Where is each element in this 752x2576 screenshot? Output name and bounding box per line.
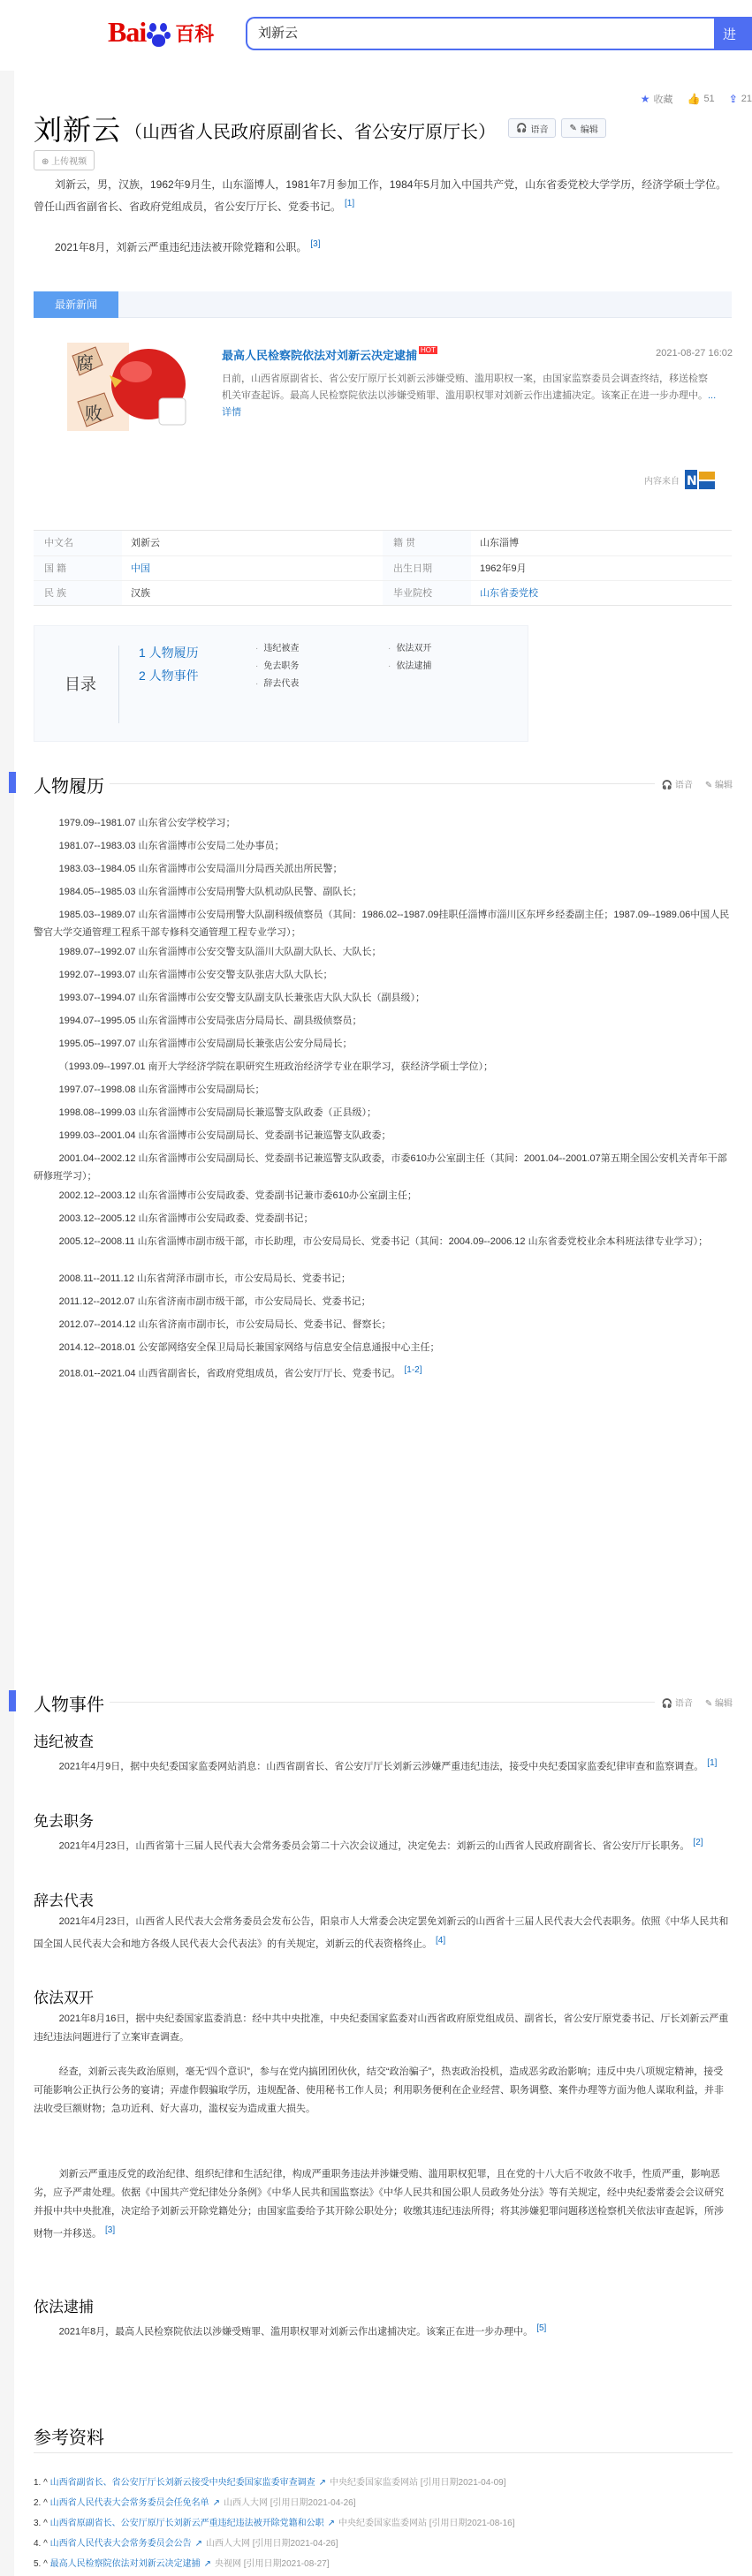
career-item-text: 2001.04--2002.12 山东省淄博市公安局副局长、党委副书记兼巡警支队政委，市委610办公室副主任（其间：2001.04--2001.07第五期全国公安机关青年干部研修班学习）； <box>34 1153 727 1182</box>
subsection-removed-title: 免去职务 <box>34 1813 94 1830</box>
career-item-text: 1998.08--1999.03 山东省淄博市公安局副局长兼巡警支队政委（正县级）； <box>58 1107 376 1118</box>
info-key: 出生日期 <box>383 556 471 580</box>
career-item <box>34 989 732 1007</box>
career-item <box>34 1339 732 1356</box>
toc-divider <box>118 646 119 723</box>
toc-sub-arrested[interactable]: · 依法逮捕 <box>388 658 431 671</box>
ref-link[interactable]: [5] <box>536 2323 547 2333</box>
summary-text-1: 刘新云，男，汉族，1962年9月生，山东淄博人，1981年7月参加工作，1984年5月加入中国共产党，山东省委党校大学学历，经济学硕士学位。曾任山西省副省长、省政府党组成员，省公安厅厅长、党委书记。 <box>34 178 727 213</box>
career-item-text: 2003.12--2005.12 山东省淄博市公安局政委、党委副书记； <box>58 1213 314 1224</box>
reference-item <box>34 2554 732 2574</box>
star-icon: ★ <box>640 93 650 105</box>
career-item <box>34 1104 732 1122</box>
news-summary-text: 日前，山西省原副省长、省公安厅原厅长刘新云涉嫌受贿、滥用职权一案，由国家监察委员会调查终结，移送检察机关审查起诉。最高人民检察院依法以涉嫌受贿罪、滥用职权罪对刘新云作出逮捕决定。该案正在进一步办理中。 <box>222 374 708 401</box>
career-item-text: 1979.09--1981.07 山东省公安学校学习； <box>58 818 236 828</box>
news-summary <box>222 371 717 421</box>
career-item <box>34 1012 732 1030</box>
external-link-icon[interactable]: ↗ <box>194 2539 202 2549</box>
news-source-label: 内容来自 <box>644 476 680 487</box>
info-row <box>34 555 732 580</box>
main-content <box>14 71 752 2576</box>
reference-title-link[interactable]: 山西省人民代表大会常务委员会公告 <box>49 2539 192 2549</box>
ref-link[interactable]: [2] <box>693 1838 703 1847</box>
career-item-text: 1984.05--1985.03 山东省淄博市公安局刑警大队机动队民警、副队长； <box>58 887 362 897</box>
page-title: 刘新云 <box>34 114 122 146</box>
info-key: 籍 贯 <box>383 531 471 555</box>
toc-item-career[interactable]: 1 人物履历 <box>139 646 199 660</box>
news-headline-link[interactable] <box>222 346 437 363</box>
upload-video-button[interactable]: ⊕ 上传视频 <box>34 150 95 170</box>
news-date: 2021-08-27 16:02 <box>656 348 733 359</box>
reference-item <box>34 2473 732 2493</box>
career-item <box>34 1150 732 1185</box>
reference-marker: ^ <box>43 2559 48 2569</box>
reference-item <box>34 2493 732 2513</box>
reference-item <box>34 2513 732 2534</box>
career-item <box>34 1081 732 1099</box>
reference-marker: ^ <box>43 2478 48 2488</box>
subsection-arrested-text <box>34 2319 732 2342</box>
thumb-up-icon: 👍 <box>687 93 701 105</box>
career-item-text: 2002.12--2003.12 山东省淄博市公安局政委、党委副书记兼市委610办公室副主任； <box>58 1190 417 1201</box>
section-voice-button[interactable]: 🎧 语音 <box>661 781 693 790</box>
ref-link[interactable]: [1-2] <box>404 1365 422 1375</box>
career-item <box>34 1362 732 1383</box>
career-item-text: 1992.07--1993.07 山东省淄博市公安交警支队张店大队大队长； <box>58 970 333 980</box>
career-item <box>34 906 732 941</box>
reference-number: 4. <box>34 2539 42 2549</box>
page-subtitle: （山西省人民政府原副省长、省公安厅原厅长） <box>125 122 497 142</box>
pencil-icon: ✎ <box>569 123 577 133</box>
reference-marker: ^ <box>43 2519 48 2528</box>
references-title: 参考资料 <box>34 2429 104 2448</box>
reference-source: 中央纪委国家监委网站 [引用日期2021-04-09] <box>330 2478 506 2488</box>
info-key: 中文名 <box>34 531 122 555</box>
arrested-text: 2021年8月，最高人民检察院依法以涉嫌受贿罪、滥用职权罪对刘新云作出逮捕决定。该案正在进一步办理中。 <box>58 2326 534 2338</box>
info-value: 山东淄博 <box>480 538 519 548</box>
logo-baike: 百科 <box>175 23 215 45</box>
info-row <box>34 531 732 555</box>
boxing-glove-illustration <box>60 329 193 444</box>
career-item-text: 2008.11--2011.12 山东省菏泽市副市长，市公安局局长、党委书记； <box>58 1273 351 1284</box>
section-divider <box>34 783 733 784</box>
references-divider <box>34 2452 733 2453</box>
news-thumbnail[interactable] <box>60 329 193 444</box>
svg-text:败: 败 <box>85 403 103 424</box>
toc-sub-removed[interactable]: · 免去职务 <box>255 658 299 671</box>
subsection-expelled-title: 依法双开 <box>34 1990 94 2006</box>
section-title: 人物事件 <box>34 1690 110 1716</box>
career-item-text: 1997.07--1998.08 山东省淄博市公安局副局长； <box>58 1084 265 1095</box>
career-item <box>34 860 732 878</box>
reference-number: 1. <box>34 2478 42 2488</box>
ref-link[interactable]: [3] <box>105 2225 116 2235</box>
upload-video-label: 上传视频 <box>51 157 87 167</box>
resigned-text: 2021年4月23日，山西省人民代表大会常务委员会发布公告，阳泉市人大常委会决定罢免刘新云的山西省十三届人民代表大会代表职务。依照《中华人民共和国全国人民代表大会和地方各级人民代表大会代表法》的有关规定，刘新云的代表资格终止。 <box>34 1916 729 1950</box>
paw-icon <box>147 21 171 48</box>
basic-info-table <box>34 530 732 606</box>
section-marker <box>9 772 16 793</box>
xinhua-logo-graphic <box>683 466 717 493</box>
summary-text-2: 2021年8月，刘新云严重违纪违法被开除党籍和公职。 <box>55 241 308 253</box>
references-list <box>34 2473 732 2574</box>
career-item-text: 1999.03--2001.04 山东省淄博市公安局副局长、党委副书记兼巡警支队政委； <box>58 1130 391 1141</box>
external-link-icon[interactable]: ↗ <box>318 2478 326 2488</box>
tab-latest-news[interactable]: 最新新闻 <box>34 291 118 318</box>
subsection-investigated-text <box>34 1754 732 1777</box>
career-item <box>34 1058 732 1076</box>
subsection-resigned-text <box>34 1913 732 1954</box>
subsection-arrested-title: 依法逮捕 <box>34 2299 94 2315</box>
section-actions <box>655 1696 733 1709</box>
title-tools <box>641 92 752 106</box>
career-item <box>34 814 732 832</box>
subsection-investigated-title: 违纪被查 <box>34 1734 94 1750</box>
reference-source: 山西人大网 [引用日期2021-04-26] <box>206 2539 338 2549</box>
logo-bai: Bai <box>108 16 147 48</box>
section-voice-button[interactable]: 🎧 语音 <box>661 1699 693 1709</box>
career-item-text: 2014.12--2018.01 公安部网络安全保卫局局长兼国家网络与信息安全信息通报中心主任； <box>58 1342 440 1353</box>
toc-item-events[interactable]: 2 人物事件 <box>139 669 199 683</box>
reference-item <box>34 2534 732 2554</box>
career-item <box>34 943 732 961</box>
section-actions <box>655 777 733 790</box>
reference-title-link[interactable]: 山西省副省长、省公安厅厅长刘新云接受中央纪委国家监委审查调查 <box>49 2478 315 2488</box>
info-value: 1962年9月 <box>480 563 527 574</box>
career-item <box>34 1127 732 1144</box>
investigated-text: 2021年4月9日，据中央纪委国家监委网站消息：山西省副省长、省公安厅厅长刘新云涉嫌严重违纪违法，接受中央纪委国家监委纪律审查和监察调查。 <box>58 1761 704 1772</box>
reference-number: 5. <box>34 2559 42 2569</box>
career-item-text: 1981.07--1983.03 山东省淄博市公安局二处办事员； <box>58 841 285 851</box>
section-events-header <box>14 1687 752 1717</box>
subsection-expelled-text-1: 2021年8月16日，据中央纪委国家监委消息：经中共中央批准，中央纪委国家监委对山西省政府原党组成员、副省长，省公安厅原党委书记、厅长刘新云严重违纪违法问题进行了立案审查调查。 <box>34 2013 729 2043</box>
news-headline: 最高人民检察院依法对刘新云决定逮捕 <box>222 349 418 362</box>
search-button[interactable]: 进 <box>714 17 752 50</box>
section-edit-label: 编辑 <box>715 1699 733 1709</box>
reference-title-link[interactable]: 最高人民检察院依法对刘新云决定逮捕 <box>49 2559 201 2569</box>
info-row <box>34 580 732 605</box>
ref-link[interactable]: [1] <box>345 199 355 208</box>
baidu-baike-logo[interactable] <box>108 12 214 48</box>
ref-link[interactable]: [3] <box>310 239 321 249</box>
toc-sub-resigned[interactable]: · 辞去代表 <box>255 676 299 689</box>
career-item <box>34 1293 732 1311</box>
headphone-icon: 🎧 <box>516 123 528 133</box>
career-item <box>34 837 732 855</box>
toc-sub-expelled[interactable]: · 依法双开 <box>388 640 431 653</box>
reference-number: 3. <box>34 2519 42 2528</box>
info-key: 国 籍 <box>34 556 122 580</box>
reference-source: 央视网 [引用日期2021-08-27] <box>215 2559 330 2569</box>
external-link-icon[interactable]: ↗ <box>327 2519 335 2528</box>
section-voice-label: 语音 <box>674 781 693 790</box>
title-block <box>34 108 606 148</box>
career-item-text: 1994.07--1995.05 山东省淄博市公安局张店分局局长、副县级侦察员； <box>58 1016 362 1026</box>
career-item-text: 1993.07--1994.07 山东省淄博市公安交警支队副支队长兼张店大队大队长（副县级）； <box>58 993 425 1003</box>
info-key: 毕业院校 <box>383 581 471 605</box>
expelled-text-3: 刘新云严重违反党的政治纪律、组织纪律和生活纪律，构成严重职务违法并涉嫌受贿、滥用职权犯罪，且在党的十八大后不收敛不收手，性质严重，影响恶劣，应予严肃处理。依据《中国共产党纪律处分条例》《中华人民共和国监察法》《中华人民共和国公职人员政务处分法》等有关规定，经中央纪委常委会会议研究并报中共中央批准，决定给予刘新云开除党籍处分；由国家监委给予其开除公职处分；收缴其违纪违法所得；将其涉嫌犯罪问题移送检察机关依法审查起诉，所涉财物一并移送。 <box>34 2169 724 2240</box>
section-career-header <box>14 768 752 798</box>
section-edit-label: 编辑 <box>715 781 733 790</box>
section-edit-button[interactable]: ✎ 编辑 <box>704 781 733 790</box>
career-item-text: 1985.03--1989.07 山东省淄博市公安局刑警大队副科级侦察员（其间：1986.02--1987.09挂职任淄博市淄川区东坪乡经委副主任；1987.09--1989.06中国人民警官大学交通管理工程系干部专修科交通管理工程专业学习）； <box>34 910 730 938</box>
table-of-contents <box>34 625 528 742</box>
external-link-icon[interactable]: ↗ <box>203 2559 211 2569</box>
toc-sub-investigated[interactable]: · 违纪被查 <box>255 640 299 653</box>
section-edit-button[interactable]: ✎ 编辑 <box>704 1699 733 1709</box>
career-item <box>34 1270 732 1288</box>
voice-button[interactable]: 🎧 语音 <box>508 118 556 138</box>
section-voice-label: 语音 <box>674 1699 693 1709</box>
like-button[interactable]: 👍 51 <box>687 93 715 105</box>
svg-text:N: N <box>687 474 697 488</box>
career-item-text: 2005.12--2008.11 山东省淄博市副市级干部，市长助理，市公安局局长、党委书记（其间：2004.09--2006.12 山东省委党校业余本科班法律专业学习）； <box>58 1236 709 1247</box>
career-item <box>34 1035 732 1053</box>
subsection-resigned-title: 辞去代表 <box>34 1892 94 1909</box>
info-value[interactable]: 中国 <box>131 563 150 574</box>
reference-source: 山西人大网 [引用日期2021-04-26] <box>224 2498 356 2508</box>
reference-marker: ^ <box>43 2498 48 2508</box>
career-item-text: 2012.07--2014.12 山东省济南市副市长，市公安局局长、党委书记、督察长； <box>58 1319 391 1330</box>
share-button[interactable]: ⇪ 21 <box>728 93 752 105</box>
collect-button[interactable]: ★ 收藏 <box>640 93 673 105</box>
ref-link[interactable]: [4] <box>436 1936 446 1945</box>
external-link-icon[interactable]: ↗ <box>212 2498 220 2508</box>
career-item <box>34 883 732 901</box>
reference-number: 2. <box>34 2498 42 2508</box>
career-item-text: 1983.03--1984.05 山东省淄博市公安局淄川分局西关派出所民警； <box>58 864 343 874</box>
news-details-link[interactable]: ...详情 <box>222 390 717 418</box>
section-marker <box>9 1690 16 1711</box>
career-item-text: （1993.09--1997.01 南开大学经济学院在职研究生班政治经济学专业在职学习，获经济学硕士学位）； <box>58 1061 493 1072</box>
reference-source: 中央纪委国家监委网站 [引用日期2021-08-16] <box>338 2519 515 2528</box>
reference-title-link[interactable]: 山西省原副省长、公安厅原厅长刘新云严重违纪违法被开除党籍和公职 <box>49 2519 324 2528</box>
subsection-expelled-text-3 <box>34 2165 732 2244</box>
summary-paragraph-2 <box>34 235 732 257</box>
career-item <box>34 1187 732 1205</box>
news-source <box>644 466 717 493</box>
career-item <box>34 1316 732 1333</box>
career-item <box>34 1210 732 1228</box>
share-icon: ⇪ <box>728 93 738 105</box>
news-tab-bar <box>34 291 732 318</box>
career-item <box>34 966 732 984</box>
removed-text: 2021年4月23日，山西省第十三届人民代表大会常务委员会第二十六次会议通过，决定免去：刘新云的山西省人民政府副省长、省公安厅厅长职务。 <box>58 1840 690 1852</box>
info-value[interactable]: 山东省委党校 <box>480 588 538 599</box>
career-item-text: 1995.05--1997.07 山东省淄博市公安局副局长兼张店公安分局局长； <box>58 1039 353 1049</box>
subsection-removed-text <box>34 1833 732 1856</box>
search-input[interactable]: 刘新云 <box>246 17 714 50</box>
xinhua-logo[interactable] <box>683 466 717 493</box>
ref-link[interactable]: [1] <box>707 1758 718 1768</box>
edit-button[interactable]: ✎ 编辑 <box>561 118 605 138</box>
reference-marker: ^ <box>43 2539 48 2549</box>
section-title: 人物履历 <box>34 772 110 797</box>
reference-title-link[interactable]: 山西省人民代表大会常务委员会任免名单 <box>49 2498 209 2508</box>
svg-text:腐: 腐 <box>76 352 94 374</box>
section-divider <box>34 1702 733 1703</box>
info-value: 汉族 <box>131 588 150 599</box>
info-key: 民 族 <box>34 581 122 605</box>
subsection-expelled-text-2: 经查，刘新云丧失政治原则，毫无“四个意识”，参与在党内搞团团伙伙，结交“政治骗子”，热衷政治投机，造成恶劣政治影响；违反中央八项规定精神，接受可能影响公正执行公务的宴请；弄虚作假骗取学历，违规配备、使用秘书工作人员；利用职务便利在企业经营、职务调整、案件办理等方面为他人谋取利益，并非法收受巨额财物；急功近利、好大喜功，滥权妄为造成重大损失。 <box>34 2066 724 2114</box>
career-item-text: 1989.07--1992.07 山东省淄博市公安交警支队淄川大队副大队长、大队长； <box>58 947 382 957</box>
summary-paragraph-1 <box>34 175 732 216</box>
info-value: 刘新云 <box>131 538 160 548</box>
career-item-text: 2018.01--2021.04 山西省副省长，省政府党组成员，省公安厅厅长、党委书记。 <box>58 1368 401 1379</box>
career-item-text: 2011.12--2012.07 山东省济南市副市级干部，市公安局局长、党委书记； <box>58 1296 371 1307</box>
toc-label: 目录 <box>65 676 96 693</box>
career-item <box>34 1233 732 1250</box>
top-bar <box>0 0 752 71</box>
hot-badge: HOT <box>421 346 436 354</box>
